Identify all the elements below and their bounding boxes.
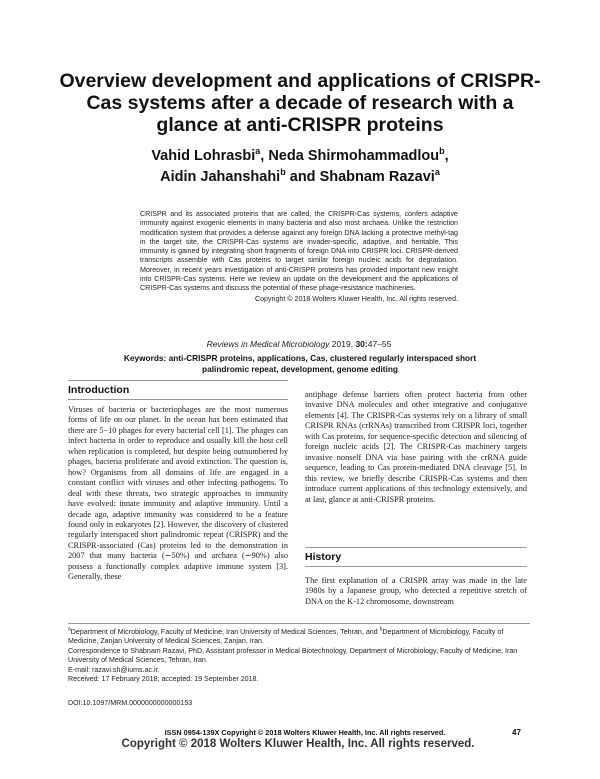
right-column-text: antiphage defense barriers often protect bacteria from other invasive DNA molecules and other integrative and conjugative elements [4]. The CRISPR-Cas systems rely on a library of small CRISPR RNAs (crRNAs) transcribed from CRISPR loci, together with Cas proteins, for sequence-specific detection and silencing of foreign nucleic acids [2]. The CRISPR-Cas machinery targets invasive nonself DNA via base pairing with the crRNA guide sequence, leading to Cas protein-mediated DNA cleavage [5]. In this review, we briefly describe CRISPR-Cas systems and then introduce current applications of this technology extensively, and at last, glance at anti-CRISPR proteins. — [305, 390, 527, 504]
affiliation-a: Department of Microbiology, Faculty of Medicine, Iran University of Medical Sciences, Tehran, and — [70, 628, 380, 636]
footnotes — [68, 628, 530, 684]
received-dates: Received: 17 February 2018; accepted: 19 September 2018. — [68, 675, 259, 684]
journal-name: Reviews in Medical Microbiology — [206, 339, 330, 349]
history-text: The first explanation of a CRISPR array was made in the late 1980s by a Japanese group, who detected a repetitive stretch of DNA on the K-12 chromosome, downstream — [305, 576, 527, 606]
email: E-mail: razavi.sh@iums.ac.ir. — [68, 665, 160, 674]
doi: DOI:10.1097/MRM.0000000000000153 — [68, 699, 193, 707]
article-title: Overview development and applications of CRISPR-Cas systems after a decade of research with a glance at anti-CRISPR proteins — [59, 70, 541, 136]
section-rule — [305, 566, 527, 567]
keywords: Keywords: anti-CRISPR proteins, applications, Cas, clustered regularly interspaced short palindromic repeat, development, genome editing — [123, 353, 477, 374]
citation-line — [140, 339, 458, 349]
author-affiliation-mark: a — [434, 167, 440, 178]
copyright-banner: Copyright © 2018 Wolters Kluwer Health, Inc. All rights reserved. — [121, 738, 475, 750]
history-heading: History — [305, 551, 342, 563]
section-rule — [68, 399, 288, 400]
citation-year: 2019, — [331, 339, 354, 349]
author-list: Vahid Lohrasbi$^a$, Neda Shirmohammadlou$^b$, Aidin Jahanshahi$^b$ and Shabnam Razavi$^a$ — [151, 146, 449, 185]
page-number: 47 — [512, 728, 521, 737]
author-affiliation-mark: b — [439, 146, 445, 157]
correspondence: Correspondence to Shabnam Razavi, PhD, Assistant professor in Medical Biotechnology, Department of Microbiology, Faculty of Medicine, Iran University of Medical Sciences, Tehran, Iran. — [68, 646, 518, 665]
affiliation-mark: b — [379, 626, 383, 633]
intro-heading: Introduction — [68, 384, 130, 396]
intro-text: Viruses of bacteria or bacteriophages are the most numerous forms of life on our planet. In the ocean has been estimated that there are 5−10 phages for every bacterial cell [1]. The phages can infect bacteria in order to reproduce and usually kill the host cell when replication is completed, but despite being outnumbered by phages, bacteria proliferate and avoid extinction. The question is, how? Organisms from all domains of life are engaged in a constant conflict with viruses and other infecting pathogens. To deal with these threats, two strategic approaches to immunity have evolved: innate immunity and adaptive immunity. Until a decade ago, adaptive immunity was considered to be a feature found only in eukaryotes [2]. However, the discovery of clustered regularly interspaced short palindromic repeat (CRISPR) and the CRISPR-associated (Cas) proteins led to the demonstration in 2007 that many bacteria (∼50%) and archaea (∼90%) also possess a functionally complex adaptive immune system [3]. Generally, these — [68, 405, 288, 582]
abstract-copyright: Copyright © 2018 Wolters Kluwer Health, Inc. All rights reserved. — [254, 294, 458, 303]
section-rule — [68, 380, 288, 381]
affiliations — [68, 628, 530, 647]
author-conjunction: and — [289, 169, 316, 185]
author-affiliation-mark: b — [280, 167, 286, 178]
footnote-rule — [68, 623, 530, 624]
affiliation-b: Department of Microbiology, Faculty of Medicine, Zanjan University of Medical Sciences, Zanjan, Iran. — [68, 628, 504, 646]
author-name: Neda Shirmohammadlou — [268, 148, 440, 164]
author-name: Vahid Lohrasbi — [151, 148, 256, 164]
abstract-text: CRISPR and its associated proteins that are called, the CRISPR-Cas systems, confers adaptive immunity against exogenic elements in many bacteria and also most archaea. Unlike the restriction modification system that provides a defense against any foreign DNA lacking a protective methyl-tag in the target site, the CRISPR-Cas systems are invader-specific, adaptive, and heritable. This immunity is gained by integrating short fragments of foreign DNA into CRISPR loci. CRISPR-derived transcripts assemble with Cas proteins to target similar foreign nucleic acids for degradation. Moreover, in recent years investigation of anti-CRISPR proteins has provided important new insight into CRISPR-Cas systems. Here we review an update on the development and the applications of CRISPR-Cas systems and discuss the potential of these phage-resistance machineries. — [140, 210, 458, 293]
affiliation-mark: a — [68, 626, 71, 633]
author-name: Shabnam Razavi — [319, 169, 435, 185]
abstract — [140, 210, 458, 304]
issn-line: ISSN 0954-139X Copyright © 2018 Wolters Kluwer Health, Inc. All rights reserved. — [164, 728, 446, 737]
citation-volume: 30: — [355, 339, 368, 349]
author-affiliation-mark: a — [255, 146, 261, 157]
section-rule — [305, 547, 527, 548]
author-name: Aidin Jahanshahi — [160, 169, 281, 185]
citation-pages: 47–55 — [367, 339, 392, 349]
